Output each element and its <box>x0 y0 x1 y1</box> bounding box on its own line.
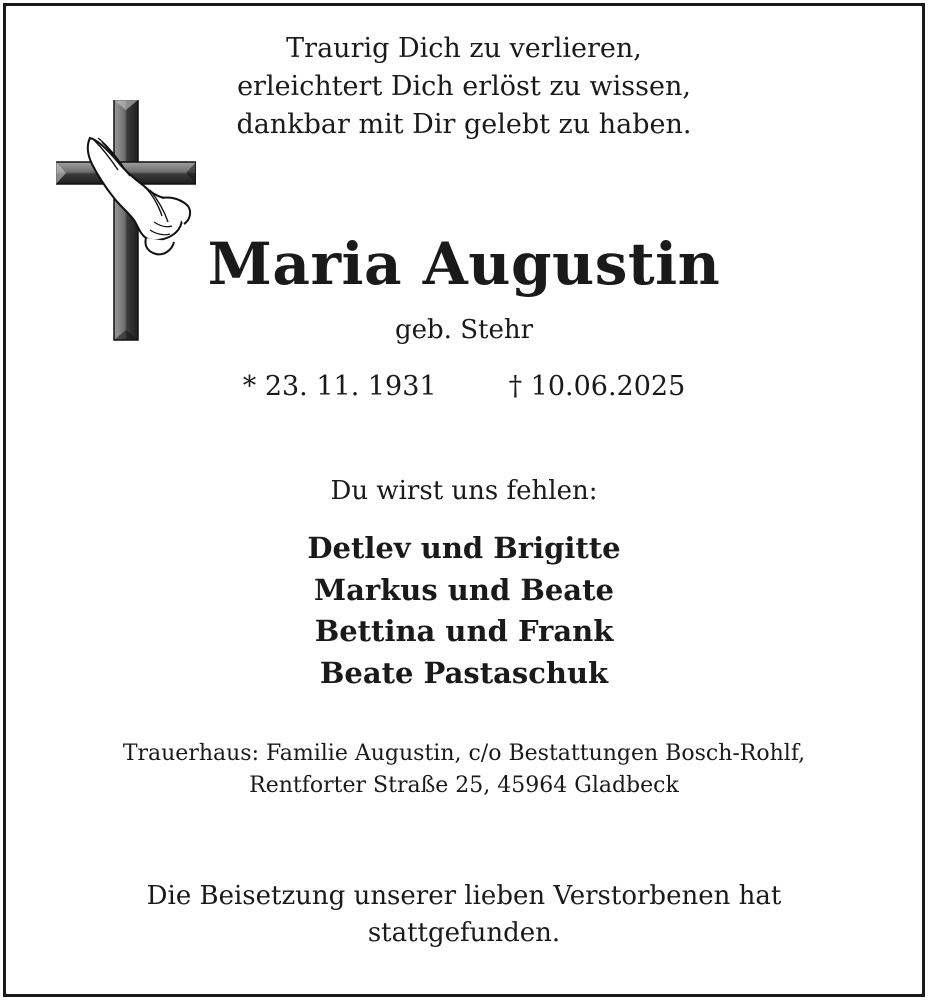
poem-line: dankbar mit Dir gelebt zu haben. <box>236 109 692 140</box>
burial-notice <box>0 878 928 952</box>
cross-with-praying-hands-icon <box>56 100 196 342</box>
poem-line: Traurig Dich zu verlieren, <box>286 33 642 64</box>
birth-date: * 23. 11. 1931 <box>242 371 437 402</box>
poem-line: erleichtert Dich erlöst zu wissen, <box>237 71 691 102</box>
mourning-house-address <box>0 738 928 802</box>
mourners-intro: Du wirst uns fehlen: <box>330 476 598 506</box>
mourner-name: Markus und Beate <box>314 572 614 607</box>
burial-line: Die Beisetzung unserer lieben Verstorbenen hat <box>146 881 782 911</box>
burial-line: stattgefunden. <box>367 918 561 948</box>
mourner-name: Bettina und Frank <box>314 614 614 648</box>
life-dates <box>0 368 928 406</box>
address-line: Rentforter Straße 25, 45964 Gladbeck <box>249 773 679 798</box>
death-date: † 10.06.2025 <box>508 371 686 402</box>
mourners-list <box>0 528 928 694</box>
maiden-name: geb. Stehr <box>394 315 534 345</box>
mourner-name: Beate Pastaschuk <box>319 655 609 690</box>
address-line: Trauerhaus: Familie Augustin, c/o Bestattungen Bosch-Rohlf, <box>122 741 806 766</box>
deceased-name: Maria Augustin <box>207 230 721 298</box>
mourner-name: Detlev und Brigitte <box>307 531 621 565</box>
